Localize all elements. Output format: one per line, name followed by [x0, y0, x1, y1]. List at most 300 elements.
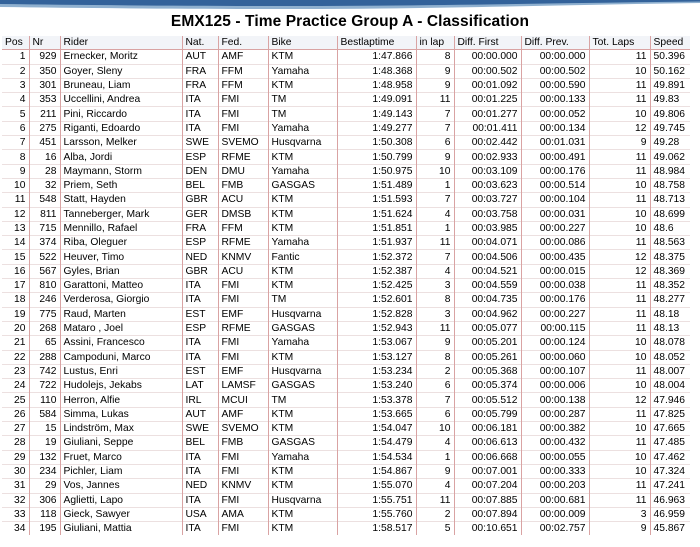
- cell-tot-laps: 11: [589, 93, 650, 107]
- cell-rider: Goyer, Sleny: [60, 64, 182, 78]
- table-row: [2, 250, 690, 264]
- cell-in-lap: 7: [416, 193, 454, 207]
- cell-fed: RFME: [218, 236, 268, 250]
- cell-fed: ACU: [218, 264, 268, 278]
- cell-in-lap: 5: [416, 522, 454, 536]
- cell-bike: Husqvarna: [268, 493, 337, 507]
- cell-rider: Riganti, Edoardo: [60, 121, 182, 135]
- col-header-tot-laps: Tot. Laps: [589, 36, 650, 50]
- cell-diff-first: 00:07.001: [454, 464, 521, 478]
- cell-bike: KTM: [268, 50, 337, 64]
- cell-rider: Riba, Oleguer: [60, 236, 182, 250]
- cell-bike: GASGAS: [268, 321, 337, 335]
- cell-nr: 548: [29, 193, 60, 207]
- cell-diff-prev: 00:00.502: [521, 64, 589, 78]
- cell-bike: KTM: [268, 78, 337, 92]
- cell-tot-laps: 10: [589, 464, 650, 478]
- cell-bike: GASGAS: [268, 178, 337, 192]
- cell-nr: 451: [29, 136, 60, 150]
- cell-nat: ITA: [182, 121, 218, 135]
- cell-pos: 33: [2, 507, 29, 521]
- cell-pos: 10: [2, 178, 29, 192]
- cell-pos: 20: [2, 321, 29, 335]
- cell-bike: Yamaha: [268, 121, 337, 135]
- cell-diff-prev: 00:00.176: [521, 293, 589, 307]
- cell-bike: KTM: [268, 350, 337, 364]
- cell-tot-laps: 11: [589, 493, 650, 507]
- cell-tot-laps: 12: [589, 250, 650, 264]
- table-row: [2, 364, 690, 378]
- cell-pos: 6: [2, 121, 29, 135]
- cell-fed: ACU: [218, 193, 268, 207]
- cell-nat: NED: [182, 250, 218, 264]
- cell-fed: KNMV: [218, 479, 268, 493]
- cell-rider: Heuver, Timo: [60, 250, 182, 264]
- cell-tot-laps: 11: [589, 364, 650, 378]
- cell-pos: 32: [2, 493, 29, 507]
- cell-rider: Bruneau, Liam: [60, 78, 182, 92]
- cell-in-lap: 8: [416, 50, 454, 64]
- cell-rider: Herron, Alfie: [60, 393, 182, 407]
- cell-tot-laps: 11: [589, 193, 650, 207]
- cell-nat: IRL: [182, 393, 218, 407]
- cell-diff-prev: 00:00.000: [521, 50, 589, 64]
- cell-bestlaptime: 1:51.489: [337, 178, 416, 192]
- cell-tot-laps: 3: [589, 507, 650, 521]
- cell-speed: 47.946: [650, 393, 690, 407]
- cell-fed: FMI: [218, 336, 268, 350]
- cell-fed: FFM: [218, 221, 268, 235]
- cell-diff-prev: 00:00.009: [521, 507, 589, 521]
- cell-nat: ITA: [182, 107, 218, 121]
- cell-speed: 47.241: [650, 479, 690, 493]
- cell-bike: KTM: [268, 522, 337, 536]
- cell-rider: Assini, Francesco: [60, 336, 182, 350]
- cell-nat: ESP: [182, 150, 218, 164]
- cell-rider: Pichler, Liam: [60, 464, 182, 478]
- cell-bestlaptime: 1:48.368: [337, 64, 416, 78]
- cell-nr: 374: [29, 236, 60, 250]
- cell-diff-first: 00:01.277: [454, 107, 521, 121]
- cell-diff-first: 00:03.109: [454, 164, 521, 178]
- cell-tot-laps: 9: [589, 522, 650, 536]
- cell-tot-laps: 11: [589, 78, 650, 92]
- cell-pos: 23: [2, 364, 29, 378]
- cell-diff-prev: 00:00.227: [521, 221, 589, 235]
- cell-fed: FMI: [218, 493, 268, 507]
- cell-nat: GER: [182, 207, 218, 221]
- cell-speed: 48.6: [650, 221, 690, 235]
- cell-nr: 775: [29, 307, 60, 321]
- cell-rider: Ernecker, Moritz: [60, 50, 182, 64]
- cell-diff-first: 00:06.613: [454, 436, 521, 450]
- cell-diff-first: 00:05.368: [454, 364, 521, 378]
- cell-tot-laps: 10: [589, 379, 650, 393]
- cell-diff-prev: 00:00.227: [521, 307, 589, 321]
- cell-pos: 2: [2, 64, 29, 78]
- cell-bike: KTM: [268, 279, 337, 293]
- cell-rider: Raud, Marten: [60, 307, 182, 321]
- cell-nat: AUT: [182, 407, 218, 421]
- cell-in-lap: 7: [416, 250, 454, 264]
- cell-bestlaptime: 1:49.277: [337, 121, 416, 135]
- table-row: [2, 436, 690, 450]
- cell-nat: FRA: [182, 78, 218, 92]
- cell-pos: 15: [2, 250, 29, 264]
- cell-bestlaptime: 1:55.760: [337, 507, 416, 521]
- cell-pos: 16: [2, 264, 29, 278]
- cell-bestlaptime: 1:53.240: [337, 379, 416, 393]
- cell-diff-prev: 00:00.060: [521, 350, 589, 364]
- cell-fed: MCUI: [218, 393, 268, 407]
- cell-bestlaptime: 1:52.372: [337, 250, 416, 264]
- cell-in-lap: 1: [416, 450, 454, 464]
- cell-nat: ITA: [182, 522, 218, 536]
- cell-nr: 722: [29, 379, 60, 393]
- cell-speed: 49.745: [650, 121, 690, 135]
- cell-tot-laps: 10: [589, 221, 650, 235]
- cell-speed: 47.665: [650, 422, 690, 436]
- cell-tot-laps: 11: [589, 321, 650, 335]
- cell-nr: 715: [29, 221, 60, 235]
- cell-nr: 65: [29, 336, 60, 350]
- cell-fed: AMF: [218, 50, 268, 64]
- cell-fed: AMF: [218, 407, 268, 421]
- cell-nat: GBR: [182, 264, 218, 278]
- cell-diff-prev: 00:00.107: [521, 364, 589, 378]
- cell-speed: 48.352: [650, 279, 690, 293]
- cell-speed: 50.162: [650, 64, 690, 78]
- table-row: [2, 507, 690, 521]
- cell-nr: 132: [29, 450, 60, 464]
- cell-diff-first: 00:04.521: [454, 264, 521, 278]
- cell-bestlaptime: 1:52.601: [337, 293, 416, 307]
- cell-pos: 26: [2, 407, 29, 421]
- table-row: [2, 221, 690, 235]
- cell-in-lap: 4: [416, 207, 454, 221]
- cell-tot-laps: 11: [589, 293, 650, 307]
- cell-bike: Husqvarna: [268, 307, 337, 321]
- cell-speed: 47.485: [650, 436, 690, 450]
- cell-bike: GASGAS: [268, 379, 337, 393]
- cell-nr: 246: [29, 293, 60, 307]
- cell-nat: ESP: [182, 236, 218, 250]
- cell-diff-first: 00:06.181: [454, 422, 521, 436]
- cell-tot-laps: 10: [589, 107, 650, 121]
- cell-rider: Pini, Riccardo: [60, 107, 182, 121]
- cell-in-lap: 4: [416, 479, 454, 493]
- cell-rider: Mataro , Joel: [60, 321, 182, 335]
- col-header-bike: Bike: [268, 36, 337, 50]
- cell-bike: KTM: [268, 422, 337, 436]
- cell-fed: SVEMO: [218, 136, 268, 150]
- cell-diff-prev: 00:00.086: [521, 236, 589, 250]
- cell-speed: 48.563: [650, 236, 690, 250]
- cell-fed: AMA: [218, 507, 268, 521]
- cell-fed: EMF: [218, 364, 268, 378]
- cell-diff-prev: 00:02.757: [521, 522, 589, 536]
- cell-speed: 47.462: [650, 450, 690, 464]
- cell-rider: Statt, Hayden: [60, 193, 182, 207]
- cell-fed: FFM: [218, 64, 268, 78]
- cell-nat: FRA: [182, 64, 218, 78]
- cell-diff-prev: 00:00.681: [521, 493, 589, 507]
- table-row: [2, 493, 690, 507]
- cell-in-lap: 8: [416, 350, 454, 364]
- cell-bike: TM: [268, 107, 337, 121]
- cell-diff-first: 00:04.962: [454, 307, 521, 321]
- cell-nr: 15: [29, 422, 60, 436]
- cell-diff-prev: 00:00.133: [521, 93, 589, 107]
- cell-in-lap: 11: [416, 236, 454, 250]
- cell-diff-first: 00:05.201: [454, 336, 521, 350]
- table-row: [2, 150, 690, 164]
- cell-rider: Fruet, Marco: [60, 450, 182, 464]
- cell-speed: 48.004: [650, 379, 690, 393]
- cell-rider: Campoduni, Marco: [60, 350, 182, 364]
- cell-nr: 811: [29, 207, 60, 221]
- cell-bike: KTM: [268, 407, 337, 421]
- cell-bestlaptime: 1:58.517: [337, 522, 416, 536]
- cell-diff-prev: 00:00.287: [521, 407, 589, 421]
- cell-bestlaptime: 1:53.378: [337, 393, 416, 407]
- table-row: [2, 279, 690, 293]
- cell-fed: DMSB: [218, 207, 268, 221]
- cell-diff-first: 00:01.225: [454, 93, 521, 107]
- cell-speed: 49.28: [650, 136, 690, 150]
- cell-bestlaptime: 1:50.799: [337, 150, 416, 164]
- cell-in-lap: 3: [416, 307, 454, 321]
- cell-tot-laps: 10: [589, 422, 650, 436]
- col-header-speed: Speed: [650, 36, 690, 50]
- cell-diff-first: 00:05.512: [454, 393, 521, 407]
- cell-diff-prev: 00:00.203: [521, 479, 589, 493]
- table-row: [2, 321, 690, 335]
- cell-bestlaptime: 1:54.047: [337, 422, 416, 436]
- cell-pos: 13: [2, 221, 29, 235]
- cell-bike: Yamaha: [268, 450, 337, 464]
- cell-diff-prev: 00:00.038: [521, 279, 589, 293]
- cell-nr: 288: [29, 350, 60, 364]
- cell-nr: 742: [29, 364, 60, 378]
- cell-bestlaptime: 1:53.067: [337, 336, 416, 350]
- cell-in-lap: 7: [416, 107, 454, 121]
- table-row: [2, 522, 690, 536]
- cell-fed: FMB: [218, 178, 268, 192]
- page-title: EMX125 - Time Practice Group A - Classification: [170, 13, 530, 30]
- cell-fed: FMI: [218, 450, 268, 464]
- cell-nat: SWE: [182, 422, 218, 436]
- cell-speed: 47.825: [650, 407, 690, 421]
- cell-nat: BEL: [182, 178, 218, 192]
- cell-speed: 49.83: [650, 93, 690, 107]
- cell-nr: 810: [29, 279, 60, 293]
- cell-in-lap: 7: [416, 393, 454, 407]
- cell-pos: 22: [2, 350, 29, 364]
- table-row: [2, 307, 690, 321]
- cell-fed: FMB: [218, 436, 268, 450]
- cell-speed: 48.984: [650, 164, 690, 178]
- cell-diff-first: 00:04.559: [454, 279, 521, 293]
- cell-diff-first: 00:07.894: [454, 507, 521, 521]
- cell-speed: 48.007: [650, 364, 690, 378]
- cell-fed: FMI: [218, 522, 268, 536]
- cell-nr: 29: [29, 479, 60, 493]
- cell-bestlaptime: 1:52.943: [337, 321, 416, 335]
- cell-rider: Mennillo, Rafael: [60, 221, 182, 235]
- cell-diff-first: 00:05.261: [454, 350, 521, 364]
- cell-fed: FMI: [218, 107, 268, 121]
- cell-tot-laps: 10: [589, 207, 650, 221]
- cell-diff-first: 00:03.727: [454, 193, 521, 207]
- cell-tot-laps: 10: [589, 336, 650, 350]
- cell-pos: 30: [2, 464, 29, 478]
- cell-diff-first: 00:02.442: [454, 136, 521, 150]
- cell-pos: 1: [2, 50, 29, 64]
- cell-in-lap: 6: [416, 407, 454, 421]
- cell-nat: USA: [182, 507, 218, 521]
- cell-nr: 275: [29, 121, 60, 135]
- cell-diff-prev: 00:00.432: [521, 436, 589, 450]
- cell-tot-laps: 11: [589, 150, 650, 164]
- cell-bike: KTM: [268, 464, 337, 478]
- cell-tot-laps: 10: [589, 350, 650, 364]
- cell-speed: 48.375: [650, 250, 690, 264]
- cell-nat: EST: [182, 307, 218, 321]
- cell-nr: 211: [29, 107, 60, 121]
- cell-pos: 12: [2, 207, 29, 221]
- cell-diff-first: 00:03.985: [454, 221, 521, 235]
- cell-rider: Vos, Jannes: [60, 479, 182, 493]
- cell-bike: Yamaha: [268, 64, 337, 78]
- cell-in-lap: 7: [416, 121, 454, 135]
- cell-pos: 9: [2, 164, 29, 178]
- cell-diff-prev: 00:00.031: [521, 207, 589, 221]
- cell-speed: 48.699: [650, 207, 690, 221]
- cell-bestlaptime: 1:51.624: [337, 207, 416, 221]
- cell-nat: LAT: [182, 379, 218, 393]
- cell-in-lap: 3: [416, 279, 454, 293]
- cell-nr: 567: [29, 264, 60, 278]
- cell-in-lap: 11: [416, 493, 454, 507]
- cell-diff-prev: 00:00.104: [521, 193, 589, 207]
- cell-bestlaptime: 1:52.387: [337, 264, 416, 278]
- cell-in-lap: 1: [416, 221, 454, 235]
- table-row: [2, 50, 690, 64]
- col-header-nr: Nr: [29, 36, 60, 50]
- cell-bestlaptime: 1:51.593: [337, 193, 416, 207]
- cell-diff-first: 00:05.799: [454, 407, 521, 421]
- col-header-diff-first: Diff. First: [454, 36, 521, 50]
- cell-diff-prev: 00:00.382: [521, 422, 589, 436]
- cell-in-lap: 6: [416, 379, 454, 393]
- cell-diff-first: 00:01.092: [454, 78, 521, 92]
- table-row: [2, 107, 690, 121]
- cell-bike: GASGAS: [268, 436, 337, 450]
- cell-bestlaptime: 1:53.234: [337, 364, 416, 378]
- cell-nr: 522: [29, 250, 60, 264]
- cell-diff-first: 00:01.411: [454, 121, 521, 135]
- cell-rider: Uccellini, Andrea: [60, 93, 182, 107]
- cell-bestlaptime: 1:54.479: [337, 436, 416, 450]
- cell-speed: 50.396: [650, 50, 690, 64]
- cell-fed: LAMSF: [218, 379, 268, 393]
- cell-diff-prev: 00:00.491: [521, 150, 589, 164]
- cell-diff-prev: 00:00.015: [521, 264, 589, 278]
- cell-nat: ITA: [182, 293, 218, 307]
- cell-bike: Yamaha: [268, 236, 337, 250]
- cell-diff-prev: 00:00.138: [521, 393, 589, 407]
- cell-diff-first: 00:05.374: [454, 379, 521, 393]
- cell-bike: Husqvarna: [268, 364, 337, 378]
- cell-pos: 28: [2, 436, 29, 450]
- cell-bike: KTM: [268, 479, 337, 493]
- cell-in-lap: 4: [416, 436, 454, 450]
- cell-diff-prev: 00:00.134: [521, 121, 589, 135]
- cell-in-lap: 4: [416, 264, 454, 278]
- table-row: [2, 264, 690, 278]
- cell-nr: 19: [29, 436, 60, 450]
- cell-speed: 46.959: [650, 507, 690, 521]
- cell-speed: 48.713: [650, 193, 690, 207]
- cell-bestlaptime: 1:49.091: [337, 93, 416, 107]
- cell-pos: 31: [2, 479, 29, 493]
- cell-nat: ITA: [182, 493, 218, 507]
- cell-nat: ITA: [182, 450, 218, 464]
- table-row: [2, 164, 690, 178]
- cell-nat: ITA: [182, 93, 218, 107]
- cell-fed: FFM: [218, 78, 268, 92]
- cell-nr: 301: [29, 78, 60, 92]
- table-row: [2, 64, 690, 78]
- cell-diff-first: 00:06.668: [454, 450, 521, 464]
- cell-bike: Yamaha: [268, 336, 337, 350]
- cell-nr: 118: [29, 507, 60, 521]
- table-row: [2, 407, 690, 421]
- cell-rider: Giuliani, Seppe: [60, 436, 182, 450]
- col-header-diff-prev: Diff. Prev.: [521, 36, 589, 50]
- cell-pos: 18: [2, 293, 29, 307]
- cell-rider: Aglietti, Lapo: [60, 493, 182, 507]
- table-row: [2, 236, 690, 250]
- cell-pos: 21: [2, 336, 29, 350]
- cell-diff-prev: 00:00.052: [521, 107, 589, 121]
- cell-fed: KNMV: [218, 250, 268, 264]
- cell-bestlaptime: 1:50.308: [337, 136, 416, 150]
- cell-nr: 584: [29, 407, 60, 421]
- col-header-rider: Rider: [60, 36, 182, 50]
- table-row: [2, 293, 690, 307]
- cell-pos: 17: [2, 279, 29, 293]
- cell-nat: EST: [182, 364, 218, 378]
- cell-fed: SVEMO: [218, 422, 268, 436]
- cell-in-lap: 2: [416, 507, 454, 521]
- header-decoration: [0, 0, 700, 14]
- cell-in-lap: 11: [416, 321, 454, 335]
- cell-rider: Hudolejs, Jekabs: [60, 379, 182, 393]
- cell-speed: 49.806: [650, 107, 690, 121]
- cell-in-lap: 11: [416, 93, 454, 107]
- cell-bestlaptime: 1:52.425: [337, 279, 416, 293]
- cell-speed: 48.277: [650, 293, 690, 307]
- cell-fed: FMI: [218, 293, 268, 307]
- table-row: [2, 193, 690, 207]
- cell-rider: Larsson, Melker: [60, 136, 182, 150]
- cell-nr: 110: [29, 393, 60, 407]
- table-row: [2, 422, 690, 436]
- cell-nat: FRA: [182, 221, 218, 235]
- cell-diff-first: 00:10.651: [454, 522, 521, 536]
